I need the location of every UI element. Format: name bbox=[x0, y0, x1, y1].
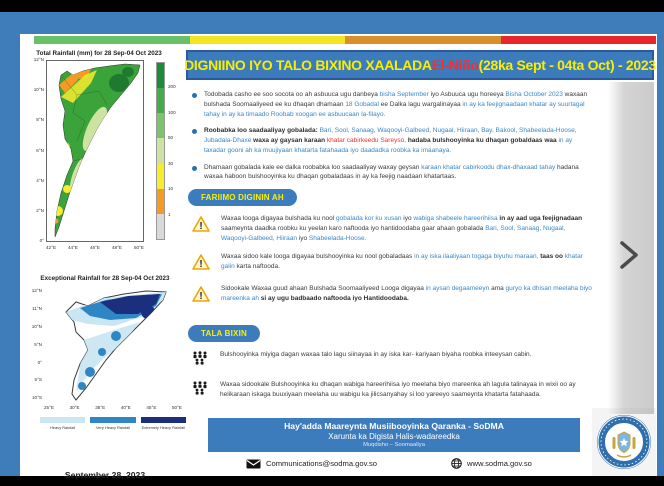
axis-tick-label: 0° bbox=[37, 359, 42, 365]
axis-tick-label: 10°N bbox=[31, 323, 42, 329]
bullet-dot-icon bbox=[192, 129, 197, 134]
warning-text: Waxaa looga digayaa bulshada ku nool gobalada kor ku xusan iyo wabiga shabeele hareerihiisa in ay aad uga feejignadaan saameynta daadka roobku ku yeelan karo naftooda iyo hantidoodaba gaar ahaan gobalada Bari, Sool, Sanaag, Nugaal, Waqooyi-Galbeed, Hiiraan iyo Shabeelada-Hoose. bbox=[221, 215, 583, 242]
contact-website[interactable] bbox=[451, 458, 532, 469]
bullet-item bbox=[192, 90, 588, 119]
bullet-dot-icon bbox=[192, 166, 197, 171]
colorbar-cell bbox=[157, 214, 164, 239]
stripe-orange-segment bbox=[345, 36, 501, 44]
warning-list bbox=[192, 214, 592, 316]
advisory-page bbox=[20, 34, 657, 480]
axis-tick-label: 50°E bbox=[133, 245, 144, 250]
axis-tick-label: 12°N bbox=[33, 57, 44, 62]
map1-title: Total Rainfall (mm) for 28 Sep-04 Oct 2023 bbox=[36, 50, 162, 57]
legend-item bbox=[90, 417, 135, 430]
stripe-green-segment bbox=[34, 36, 190, 44]
axis-tick-label: 45°E bbox=[146, 405, 157, 410]
warning-section-badge: FARIIMO DIGININ AH bbox=[188, 189, 297, 206]
axis-tick-label: 40°E bbox=[120, 405, 131, 410]
advice-text: Waxaa sidookale Bulshooyinka ku dhaqan wabiga hareerihiisa iyo meelaha biyo mareenka ah lagula talinayaa in wixii oo ay helikaraan iskaga buuxiyaan meelaha uu wabigu ka jilicsanyahay si loo yareeyo saameynta khatarta fatahaada. bbox=[220, 381, 576, 398]
map-date-caption: September 28, 2023 bbox=[64, 470, 146, 480]
summary-bullets bbox=[192, 90, 588, 189]
map1-colorbar-labels bbox=[168, 62, 186, 240]
bullet-dot-icon bbox=[192, 93, 197, 98]
page-blue-frame bbox=[0, 12, 664, 480]
warning-item bbox=[192, 284, 592, 307]
warning-text: Sidookale Waxaa guud ahaan Bulshada Soomaaliyeed Looga digayaa in aysan degaameeyn ama guryo ka dhisan meelaha biyo mareenka ah si ay ugu badbaado naftooda iyo Hantidoodaba. bbox=[221, 285, 592, 302]
colorbar-label: 200 bbox=[168, 84, 176, 89]
advice-item bbox=[192, 350, 592, 370]
map1-y-axis bbox=[24, 58, 44, 244]
axis-tick-label: 10°S bbox=[31, 395, 42, 401]
axis-tick-label: 2°N bbox=[36, 208, 44, 214]
community-people-icon bbox=[192, 350, 210, 370]
map2-legend bbox=[40, 417, 186, 430]
banner-title-elnino: El-Niño bbox=[431, 57, 479, 73]
colorbar-cell bbox=[157, 63, 164, 88]
globe-icon bbox=[451, 458, 462, 469]
bullet-item bbox=[192, 126, 588, 155]
axis-tick-label: 6°N bbox=[36, 147, 44, 153]
footer-org-bar bbox=[208, 418, 580, 452]
colorbar-cell bbox=[157, 164, 164, 189]
advice-item bbox=[192, 380, 592, 400]
colorbar-cell bbox=[157, 189, 164, 214]
axis-tick-label: 42°E bbox=[46, 245, 57, 250]
map2-rainfall-map bbox=[44, 286, 182, 404]
advice-section-badge: TALA BIXIN bbox=[188, 325, 260, 342]
legend-label: Heavy Rainfall bbox=[50, 424, 76, 430]
colorbar-label: 10 bbox=[168, 186, 174, 191]
axis-tick-label: 46°E bbox=[89, 245, 100, 250]
contact-row bbox=[208, 458, 580, 469]
sodma-seal-icon bbox=[595, 413, 653, 471]
axis-tick-label: 10°N bbox=[33, 87, 44, 93]
email-text: Communications@sodma.gov.so bbox=[266, 459, 377, 468]
banner-title-prefix: DIGNIINO IYO TALO BIXINO XAALADA bbox=[184, 57, 432, 73]
warning-item bbox=[192, 214, 592, 243]
website-text: www.sodma.gov.so bbox=[466, 459, 532, 468]
warning-text: Waxaa sidoo kale looga digayaa bulshooyinka ku nool gobaladaas in ay iska ilaaliyaan togaga biyuhu maraan, taas oo khatar galin karta naftooda. bbox=[221, 253, 583, 270]
axis-tick-label: 35°E bbox=[95, 405, 106, 410]
colorbar-cell bbox=[157, 138, 164, 163]
banner-title-suffix: (28ka Sept - 04ta Oct) - 2023 bbox=[478, 57, 656, 73]
legend-item bbox=[40, 417, 85, 430]
axis-tick-label: 12°N bbox=[31, 288, 42, 293]
advice-list bbox=[192, 350, 592, 410]
axis-tick-label: 50°E bbox=[171, 405, 182, 410]
org-subtitle: Xarunta ka Digista Halis-wadareedka bbox=[328, 432, 460, 441]
org-name: Hay'adda Maareynta Musiibooyinka Qaranka - SoDMA bbox=[284, 421, 504, 431]
map2-title: Exceptional Rainfall for 28 Sep-04 Oct 2023 bbox=[40, 275, 170, 282]
email-envelope-icon bbox=[246, 459, 261, 469]
svg-text:!: ! bbox=[199, 221, 203, 232]
colorbar-label: 1 bbox=[168, 212, 171, 217]
axis-tick-label: 44°E bbox=[67, 245, 78, 250]
warning-triangle-icon bbox=[192, 284, 212, 307]
axis-tick-label: 5°N bbox=[34, 341, 42, 347]
svg-text:!: ! bbox=[199, 259, 203, 271]
somalia-rainfall-svg bbox=[47, 61, 143, 241]
axis-tick-label: 5°S bbox=[34, 377, 42, 383]
colorbar-label: 100 bbox=[168, 110, 176, 115]
title-banner bbox=[186, 50, 654, 80]
map1-colorbar bbox=[156, 62, 165, 240]
legend-swatch-extremely-heavy-rainfall bbox=[141, 417, 186, 423]
contact-email[interactable] bbox=[246, 459, 377, 469]
warning-triangle-icon bbox=[192, 214, 212, 243]
stripe-red-segment bbox=[501, 36, 657, 44]
warning-triangle-icon bbox=[192, 252, 212, 275]
legend-swatch-very-heavy-rainfall bbox=[90, 417, 135, 423]
bullet-item bbox=[192, 163, 588, 183]
next-page-chevron-icon[interactable] bbox=[616, 240, 642, 270]
colorbar-label: 30 bbox=[168, 161, 174, 166]
warning-item bbox=[192, 252, 592, 275]
axis-tick-label: 4°N bbox=[36, 177, 44, 183]
axis-tick-label: 48°E bbox=[111, 245, 122, 250]
legend-label: Extremely Heavy Rainfall bbox=[141, 424, 186, 430]
colorbar-label: 50 bbox=[168, 135, 174, 140]
colorbar-cell bbox=[157, 113, 164, 138]
colorbar-cell bbox=[157, 88, 164, 113]
bullet-text: Todobada casho ee soo socota oo ah asbuuca ugu danbeya bisha September iyo Asbuuca ugu horeeya Bisha October 2023 waxaan bulshada Soomaaliyeed ee ku dhaqan dhamaan 18 Gobadal ee Dalka lagu wargalinayaa in ay ka feejignaadaan khatar ay suurtagal tahay in ay ka timaado Roobab xoogan ee asbuucaan la-filayo. bbox=[204, 91, 588, 118]
somalia-exceptional-rain-svg bbox=[44, 286, 182, 404]
axis-tick-label: 11°N bbox=[32, 305, 42, 311]
axis-tick-label: 8°N bbox=[36, 117, 44, 123]
axis-tick-label: 0° bbox=[39, 238, 44, 244]
stripe-yellow-segment bbox=[190, 36, 346, 44]
bullet-text: Roobabka loo saadaaliyay gobalada: Bari, Sool, Sanaag, Waqooyi-Galbeed, Nugaal, Hiiraan, Bay, Bakool, Shabeelada-Hoose, Jubadala-Dhaxe waxa ay gaysan karaan khatar cabirkeedu Sareyso, hadaba bulshooyinka ku dhaqan gobaldaas waa in ay taxadar gooni ah ka muujiyaan khatarta fatahaada iyo daadadka roobka ka imaanaya. bbox=[204, 127, 577, 154]
map1-x-axis bbox=[46, 246, 144, 251]
sodma-logo bbox=[592, 408, 656, 476]
top-color-stripe bbox=[34, 36, 656, 44]
map2-x-axis bbox=[44, 406, 182, 411]
legend-label: Very Heavy Rainfall bbox=[96, 424, 130, 430]
org-location: Muqdisho – Soomaaliya bbox=[363, 442, 425, 448]
maps-column bbox=[24, 46, 186, 480]
bullet-text: Dhamaan gobalada kale ee dalka roobabka loo saadaaliyay waxay geysan karaan khatar cabirkoodu dhax-dhaxaad tahay hadana waxaa haboon bulshooyinka ku dhaqan gobaladaas in ay ka feejig naadaan khatartaas. bbox=[204, 163, 579, 181]
community-people-icon bbox=[192, 380, 210, 400]
map2-y-axis bbox=[24, 289, 42, 401]
legend-swatch-heavy-rainfall bbox=[40, 417, 85, 423]
map1-rainfall-map bbox=[46, 60, 144, 242]
svg-text:!: ! bbox=[199, 291, 203, 303]
legend-item bbox=[141, 417, 186, 430]
axis-tick-label: 30°E bbox=[69, 405, 80, 410]
advice-text: Bulshooyinka miyiga dagan waxaa talo lagu siinayaa in ay iska kar- kariyaan biyaha roobka inteeysan cabin. bbox=[220, 351, 532, 358]
axis-tick-label: 25°E bbox=[44, 405, 55, 410]
